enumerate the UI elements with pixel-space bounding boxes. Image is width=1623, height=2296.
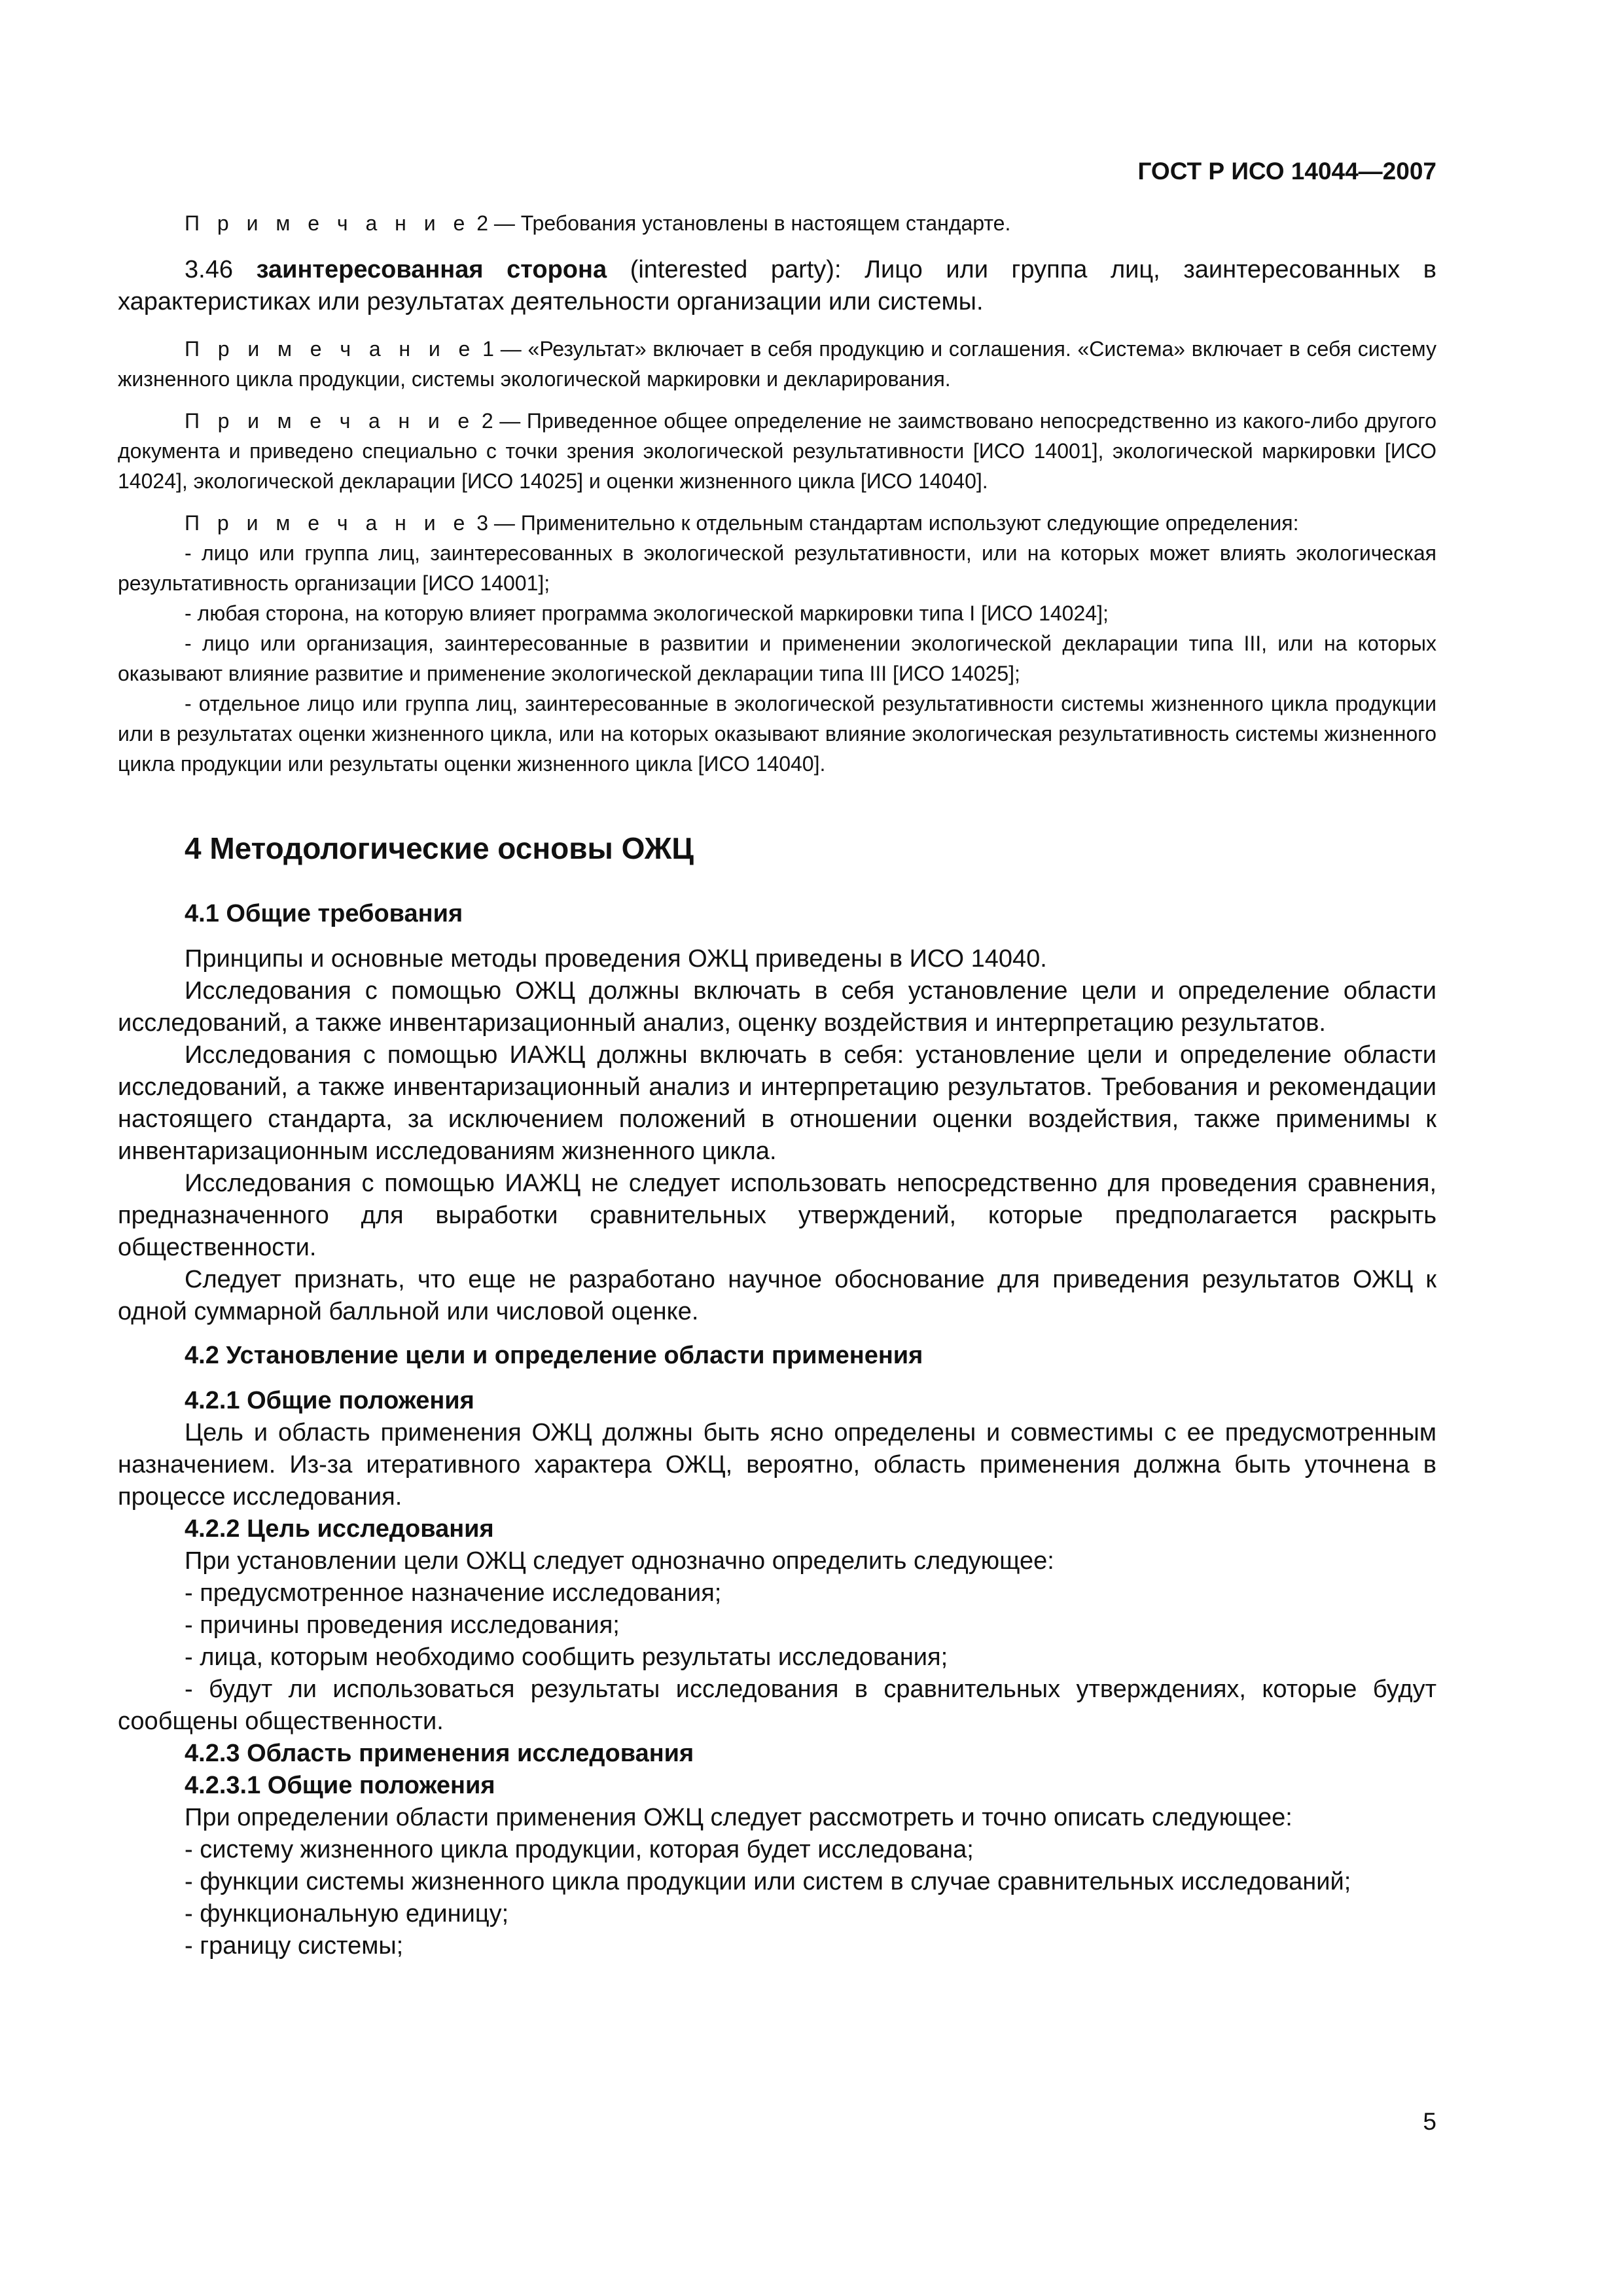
term-definition-text: (interested party): Лицо или группа лиц, заинтересованных в характеристиках или результатах деятельности организации или системы. xyxy=(118,256,1436,315)
paragraph: Исследования с помощью ОЖЦ должны включать в себя установление цели и определение области исследований, а также инвентаризационный анализ, оценку воздействия и интерпретацию результатов. xyxy=(118,977,1436,1037)
list-item: - функциональную единицу; xyxy=(185,1900,509,1928)
clause-heading: 4.2.2 Цель исследования xyxy=(185,1515,494,1543)
note-label: П р и м е ч а н и е xyxy=(185,337,476,361)
paragraph: При определении области применения ОЖЦ следует рассмотреть и точно описать следующее: xyxy=(185,1804,1293,1831)
note-label: П р и м е ч а н и е xyxy=(185,211,471,235)
note-list-item: - отдельное лицо или группа лиц, заинтересованные в экологической результативности системы жизненного цикла продукции или в результатах оценки жизненного цикла, или на которых оказывают влияние экологическая результативность системы жизненного цикла продукции или результаты оценки жизненного цикла [ИСО 14040]. xyxy=(118,692,1436,776)
note-number: 2 xyxy=(476,211,488,235)
list-item: - лица, которым необходимо сообщить результаты исследования; xyxy=(185,1643,948,1671)
paragraph: Принципы и основные методы проведения ОЖЦ приведены в ИСО 14040. xyxy=(185,945,1047,973)
term-definition xyxy=(118,254,1436,318)
list-item: - будут ли использоваться результаты исследования в сравнительных утверждениях, которые будут сообщены общественности. xyxy=(118,1676,1436,1735)
list-item: - функции системы жизненного цикла продукции или систем в случае сравнительных исследований; xyxy=(185,1868,1351,1895)
term-number: 3.46 xyxy=(185,256,233,283)
note: П р и м е ч а н и е 2 — Приведенное общее определение не заимствовано непосредственно из какого-либо другого документа и приведено специально с точки зрения экологической результативности [ИСО 14001], экологической маркировки [ИСО 14024], экологической декларации [ИСО 14025] и оценки жизненного цикла [ИСО 14040]. xyxy=(118,409,1437,493)
note-number: 1 xyxy=(482,337,494,361)
list-item: - предусмотренное назначение исследования; xyxy=(185,1579,722,1607)
list-item: - систему жизненного цикла продукции, которая будет исследована; xyxy=(185,1836,974,1863)
note-list-item: - любая сторона, на которую влияет программа экологической маркировки типа I [ИСО 14024]; xyxy=(185,601,1109,625)
note-number: 3 xyxy=(476,511,488,535)
note: П р и м е ч а н и е 3 — Применительно к отдельным стандартам используют следующие определения: xyxy=(185,511,1299,535)
note-text: Приведенное общее определение не заимствовано непосредственно из какого-либо другого документа и приведено специально с точки зрения экологической результативности [ИСО 14001], экологической маркировки [ИСО 14024], экологической декларации [ИСО 14025] и оценки жизненного цикла [ИСО 14040]. xyxy=(118,409,1437,493)
list-item: - границу системы; xyxy=(185,1932,404,1960)
paragraph: Следует признать, что еще не разработано научное обоснование для приведения результатов ОЖЦ к одной суммарной балльной или числовой оценке. xyxy=(118,1266,1436,1325)
paragraph: При установлении цели ОЖЦ следует однозначно определить следующее: xyxy=(185,1547,1054,1575)
note-label: П р и м е ч а н и е xyxy=(185,409,476,433)
note: П р и м е ч а н и е 2 — Требования установлены в настоящем стандарте. xyxy=(185,211,1011,235)
term-name: заинтересованная сторона xyxy=(256,256,607,283)
document-header xyxy=(118,156,1436,187)
note-text: «Результат» включает в себя продукцию и соглашения. «Система» включает в себя систему жизненного цикла продукции, системы экологической маркировки и декларирования. xyxy=(118,337,1437,391)
standard-code: ГОСТ Р ИСО 14044—2007 xyxy=(1137,158,1436,185)
page-number: 5 xyxy=(1423,2108,1436,2135)
paragraph: Цель и область применения ОЖЦ должны быть ясно определены и совместимы с ее предусмотренным назначением. Из-за итеративного характера ОЖЦ, вероятно, область применения должна быть уточнена в процессе исследования. xyxy=(118,1419,1436,1511)
list-item: - причины проведения исследования; xyxy=(185,1611,620,1639)
clause-heading: 4.2.1 Общие положения xyxy=(185,1387,474,1414)
note-list-item: - лицо или организация, заинтересованные в развитии и применении экологической декларации типа III, или на которых оказывают влияние развитие и применение экологической декларации типа III [ИСО 14025]; xyxy=(118,632,1436,685)
note-text: Требования установлены в настоящем стандарте. xyxy=(520,211,1011,235)
note-label: П р и м е ч а н и е xyxy=(185,511,471,535)
note-number: 2 xyxy=(481,409,493,433)
paragraph: Исследования с помощью ИАЖЦ не следует использовать непосредственно для проведения сравнения, предназначенного для выработки сравнительных утверждений, которые предполагается раскрыть общественности. xyxy=(118,1170,1436,1261)
note-list-item: - лицо или группа лиц, заинтересованных в экологической результативности, или на которых может влиять экологическая результативность организации [ИСО 14001]; xyxy=(118,541,1436,595)
section-heading: 4 Методологические основы ОЖЦ xyxy=(185,831,694,865)
note: П р и м е ч а н и е 1 — «Результат» включает в себя продукцию и соглашения. «Система» включает в себя систему жизненного цикла продукции, системы экологической маркировки и декларирования. xyxy=(118,337,1437,391)
paragraph: Исследования с помощью ИАЖЦ должны включать в себя: установление цели и определение области исследований, а также инвентаризационный анализ и интерпретацию результатов. Требования и рекомендации настоящего стандарта, за исключением положений в отношении оценки воздействия, также применимы к инвентаризационным исследованиям жизненного цикла. xyxy=(118,1041,1436,1165)
subclause-heading: 4.2.3.1 Общие положения xyxy=(185,1772,495,1799)
clause-heading: 4.2.3 Область применения исследования xyxy=(185,1740,694,1767)
subsection-heading: 4.1 Общие требования xyxy=(185,900,463,927)
subsection-heading: 4.2 Установление цели и определение области применения xyxy=(185,1342,923,1369)
note-text: Применительно к отдельным стандартам используют следующие определения: xyxy=(520,511,1299,535)
